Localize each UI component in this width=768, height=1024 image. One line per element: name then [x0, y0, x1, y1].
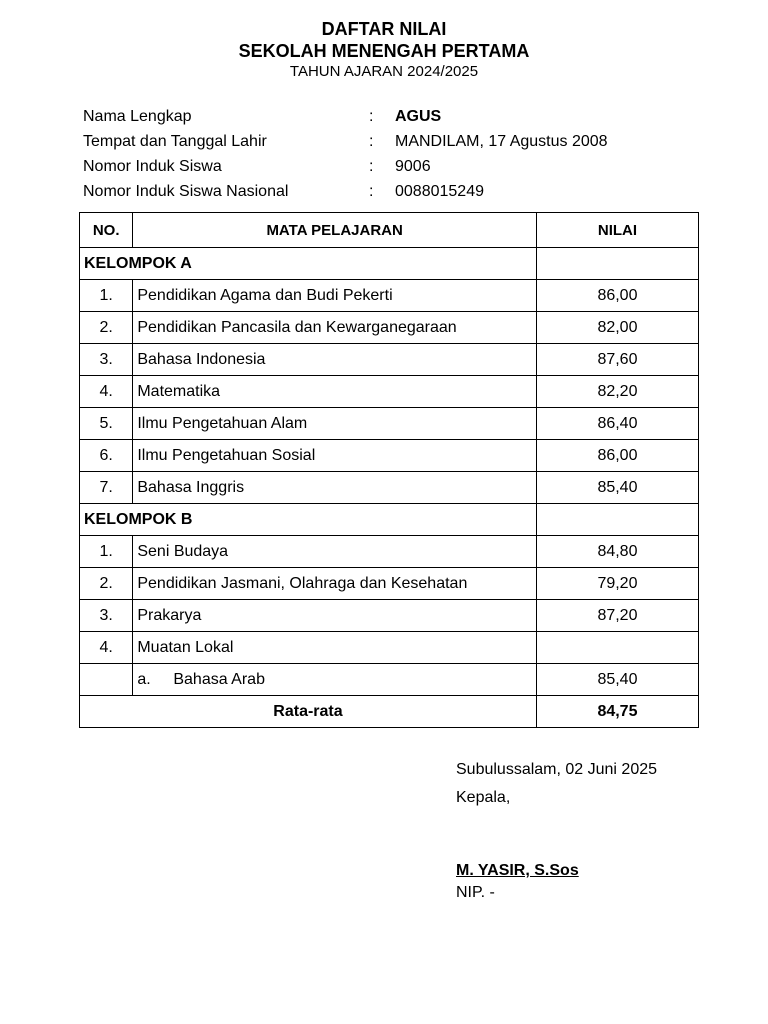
- student-nis: 9006: [395, 158, 431, 175]
- sub-row-subject: [133, 664, 537, 696]
- row-grade: [536, 632, 698, 664]
- row-no: 1.: [80, 536, 133, 568]
- row-subject: Pendidikan Pancasila dan Kewarganegaraan: [133, 312, 537, 344]
- group-row-a: [80, 248, 699, 280]
- row-subject: Bahasa Indonesia: [133, 344, 537, 376]
- info-colon: :: [369, 158, 374, 175]
- table-row: [80, 280, 699, 312]
- row-no: 2.: [80, 312, 133, 344]
- place-date: Subulussalam, 02 Juni 2025: [456, 761, 658, 778]
- signer-name: M. YASIR, S.Sos: [456, 862, 579, 879]
- row-subject: Ilmu Pengetahuan Sosial: [133, 440, 537, 472]
- row-grade: 82,20: [536, 376, 698, 408]
- info-row-birth: [83, 129, 703, 154]
- header-no: NO.: [80, 213, 133, 248]
- group-b-empty: [536, 504, 698, 536]
- student-info: [83, 104, 703, 204]
- row-no: 4.: [80, 376, 133, 408]
- row-subject: Pendidikan Jasmani, Olahraga dan Kesehatan: [133, 568, 537, 600]
- signature-block: [456, 758, 657, 904]
- info-label: Nomor Induk Siswa Nasional: [83, 183, 289, 200]
- sub-row-subject-text: Bahasa Arab: [173, 670, 265, 688]
- row-no: 3.: [80, 600, 133, 632]
- row-no: 6.: [80, 440, 133, 472]
- table-row: [80, 632, 699, 664]
- sub-row-letter: a.: [137, 670, 151, 688]
- signer-role: Kepala,: [456, 789, 511, 806]
- row-grade: 79,20: [536, 568, 698, 600]
- row-subject: Prakarya: [133, 600, 537, 632]
- row-subject: Pendidikan Agama dan Budi Pekerti: [133, 280, 537, 312]
- row-grade: 84,80: [536, 536, 698, 568]
- table-row: [80, 376, 699, 408]
- table-row: [80, 408, 699, 440]
- table-row: [80, 440, 699, 472]
- average-label: Rata-rata: [80, 696, 537, 728]
- group-a-name: KELOMPOK A: [80, 248, 537, 280]
- table-row: [80, 568, 699, 600]
- group-a-empty: [536, 248, 698, 280]
- table-sub-row: [80, 664, 699, 696]
- row-subject: Muatan Lokal: [133, 632, 537, 664]
- row-grade: 82,00: [536, 312, 698, 344]
- signer-nip: NIP. -: [456, 884, 495, 901]
- sub-row-grade: 85,40: [536, 664, 698, 696]
- average-row: [80, 696, 699, 728]
- document-header: [0, 18, 768, 82]
- row-subject: Seni Budaya: [133, 536, 537, 568]
- header-subject: MATA PELAJARAN: [133, 213, 537, 248]
- row-subject: Matematika: [133, 376, 537, 408]
- table-row: [80, 344, 699, 376]
- row-subject: Bahasa Inggris: [133, 472, 537, 504]
- document-title: DAFTAR NILAI: [321, 19, 447, 39]
- row-subject: Ilmu Pengetahuan Alam: [133, 408, 537, 440]
- school-level-title: SEKOLAH MENENGAH PERTAMA: [238, 41, 530, 61]
- table-row: [80, 472, 699, 504]
- row-grade: 85,40: [536, 472, 698, 504]
- row-no: 1.: [80, 280, 133, 312]
- table-row: [80, 536, 699, 568]
- info-label: Nomor Induk Siswa: [83, 158, 222, 175]
- row-grade: 86,00: [536, 280, 698, 312]
- group-b-name: KELOMPOK B: [80, 504, 537, 536]
- sub-row-no-empty: [80, 664, 133, 696]
- info-colon: :: [369, 108, 374, 125]
- row-no: 5.: [80, 408, 133, 440]
- row-no: 3.: [80, 344, 133, 376]
- row-grade: 87,60: [536, 344, 698, 376]
- row-grade: 86,00: [536, 440, 698, 472]
- average-value: 84,75: [536, 696, 698, 728]
- row-no: 4.: [80, 632, 133, 664]
- grades-table: [79, 212, 699, 728]
- group-row-b: [80, 504, 699, 536]
- table-row: [80, 312, 699, 344]
- info-colon: :: [369, 133, 374, 150]
- row-grade: 86,40: [536, 408, 698, 440]
- table-row: [80, 600, 699, 632]
- student-name: AGUS: [395, 108, 442, 125]
- row-no: 7.: [80, 472, 133, 504]
- academic-year: TAHUN AJARAN 2024/2025: [289, 63, 479, 80]
- header-grade: NILAI: [536, 213, 698, 248]
- row-grade: 87,20: [536, 600, 698, 632]
- student-nisn: 0088015249: [395, 183, 484, 200]
- info-label: Tempat dan Tanggal Lahir: [83, 133, 267, 150]
- info-label: Nama Lengkap: [83, 108, 192, 125]
- info-row-nis: [83, 154, 703, 179]
- table-header-row: [80, 213, 699, 248]
- info-row-name: [83, 104, 703, 129]
- student-birth: MANDILAM, 17 Agustus 2008: [395, 133, 608, 150]
- row-no: 2.: [80, 568, 133, 600]
- info-colon: :: [369, 183, 374, 200]
- info-row-nisn: [83, 179, 703, 204]
